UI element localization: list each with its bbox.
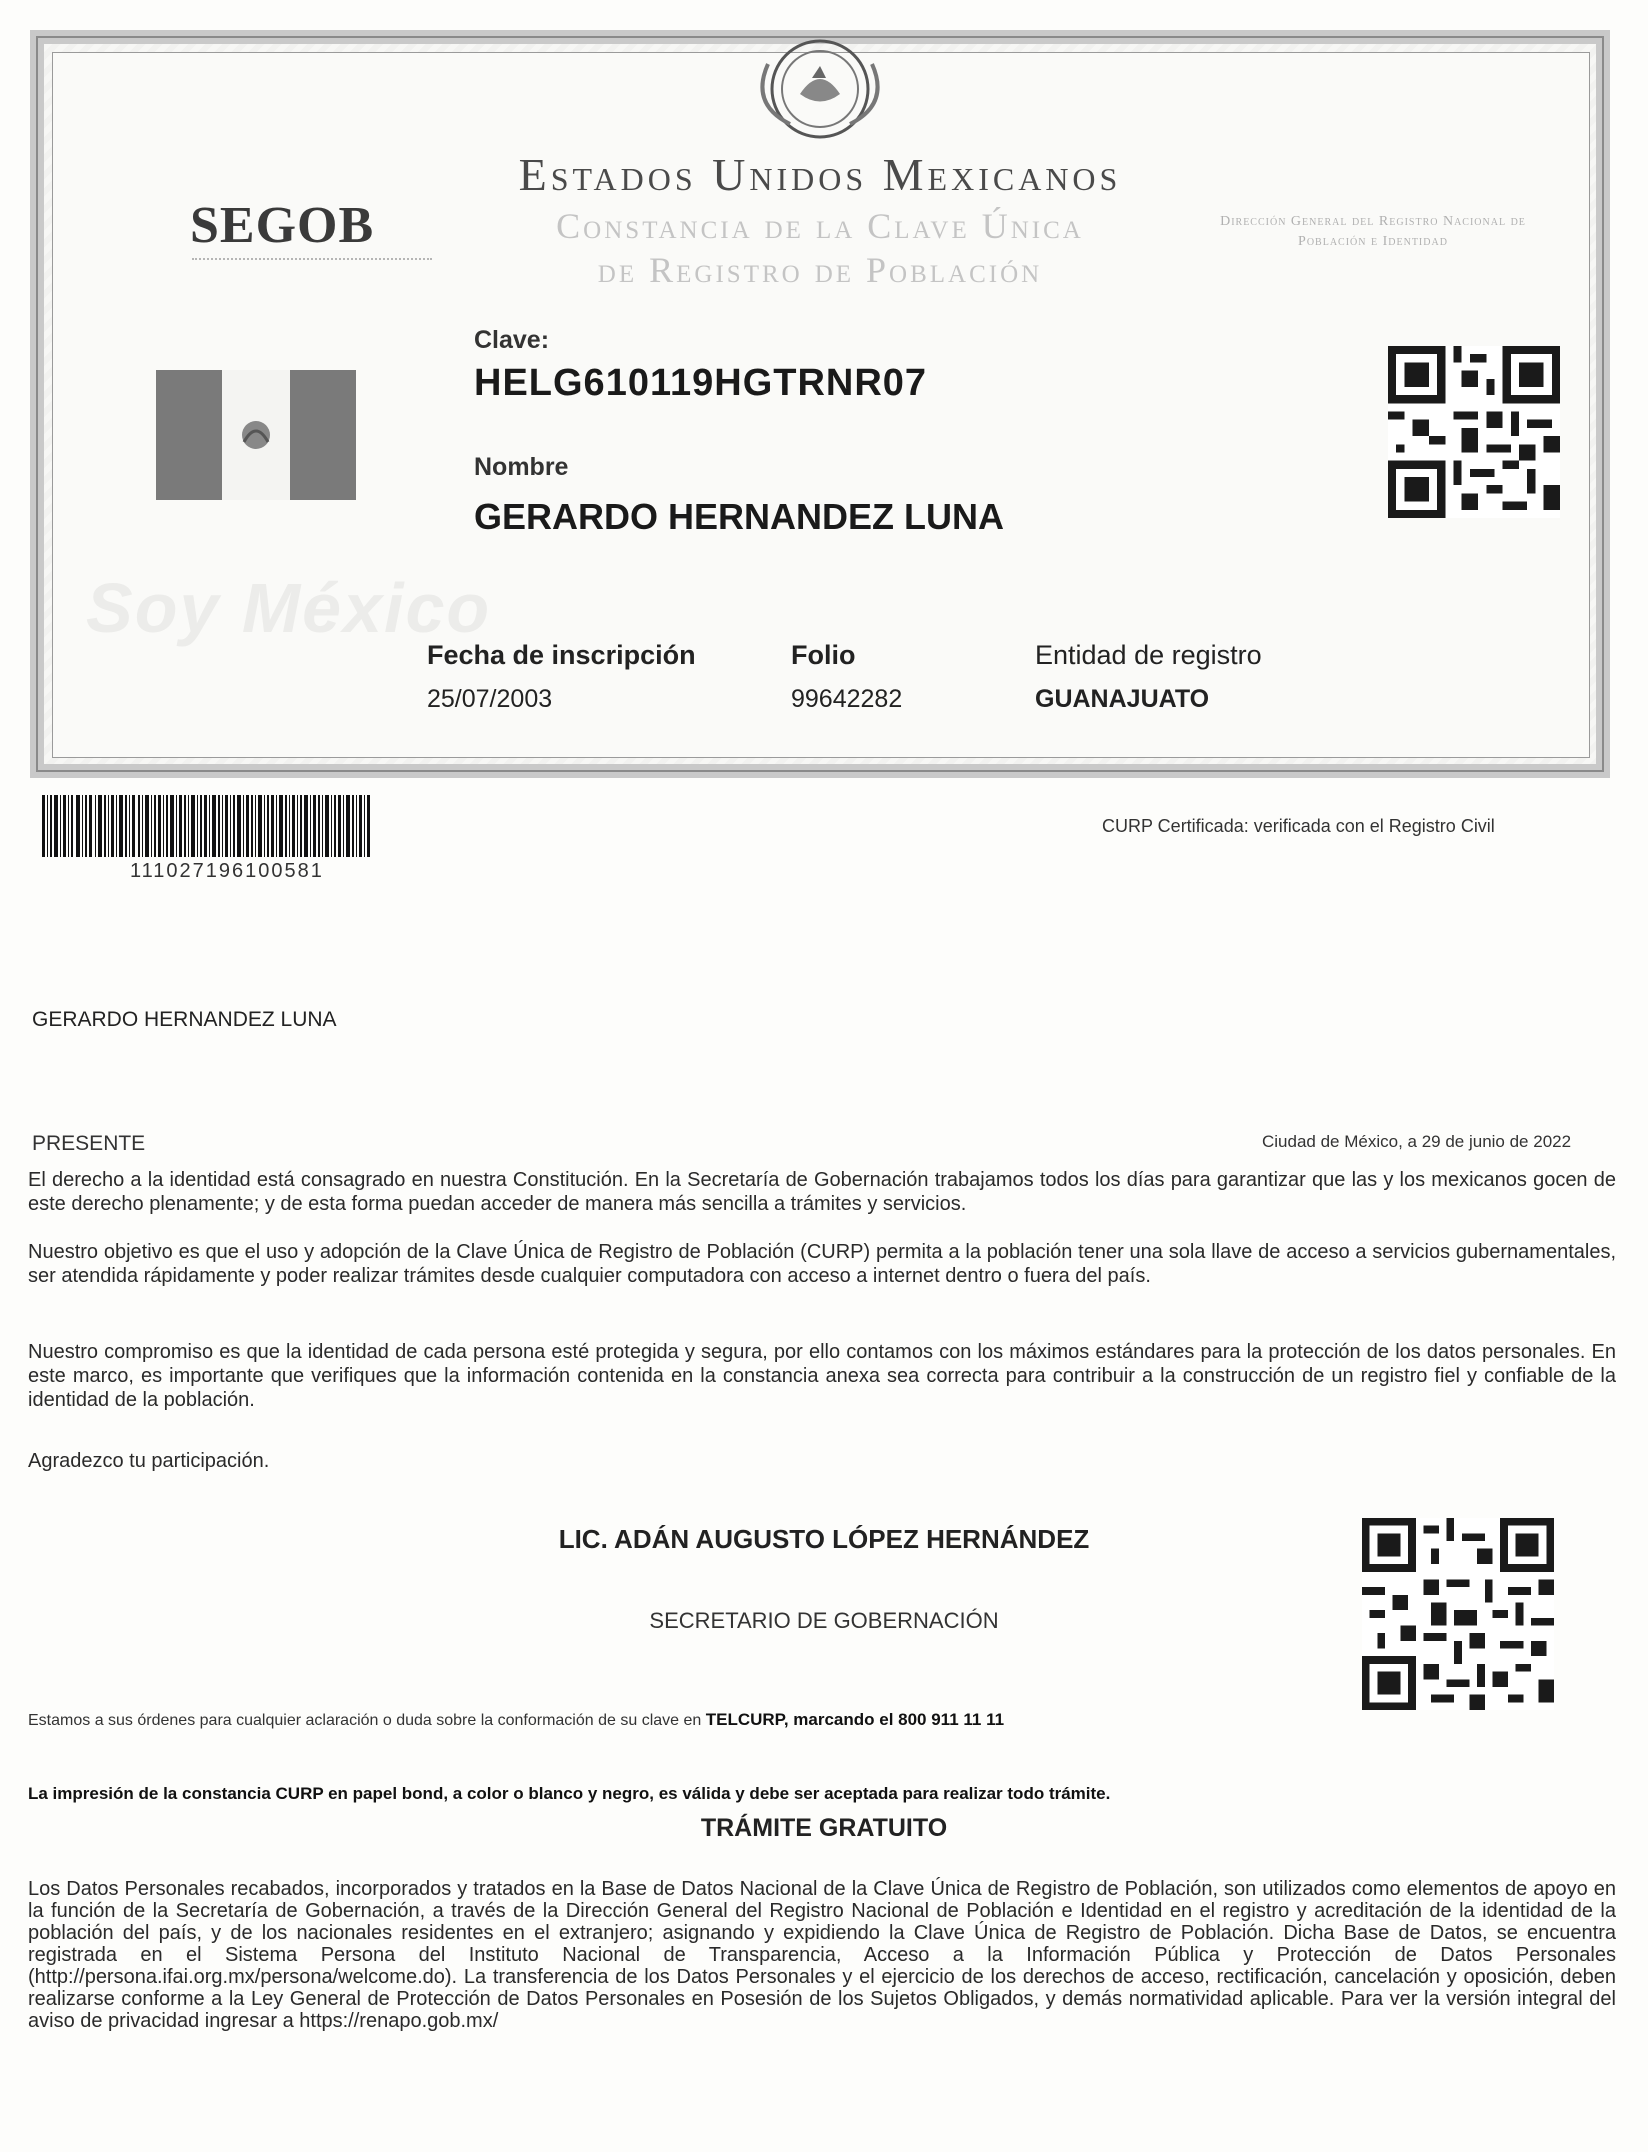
paragraph-1: El derecho a la identidad está consagrado en nuestra Constitución. En la Secretaría de Gobernación trabajamos todos los días para garantizar que las y los mexicanos gocen de este derecho plenamente; y de esta forma puedan acceder de manera más sencilla a trámites y servicios.	[28, 1169, 1616, 1215]
paragraph-2: Nuestro objetivo es que el uso y adopción de la Clave Única de Registro de Población (CURP) permita a la población tener una sola llave de acceso a servicios gubernamentales, ser atendida rápidamente y poder realizar trámites desde cualquier computadora con acceso a internet dentro o fuera del país.	[28, 1241, 1616, 1287]
folio-label: Folio	[791, 640, 856, 670]
impresion-note: La impresión de la constancia CURP en papel bond, a color o blanco y negro, es válida y debe ser aceptada para realizar todo trámite.	[28, 1784, 1111, 1803]
qr-code-icon	[1388, 346, 1560, 518]
fecha-value: 25/07/2003	[427, 685, 553, 713]
entidad-label: Entidad de registro	[1035, 640, 1262, 670]
telcurp-phone: TELCURP, marcando el 800 911 11 11	[705, 1710, 1005, 1729]
barcode-number: 111027196100581	[130, 860, 324, 882]
tramite-gratuito: TRÁMITE GRATUITO	[700, 1814, 948, 1842]
paragraph-4: Agradezco tu participación.	[28, 1450, 270, 1472]
certificada-note: CURP Certificada: verificada con el Registro Civil	[1102, 816, 1495, 836]
document-title-line1: Constancia de la Clave Única	[556, 206, 1084, 246]
segob-logo: SEGOB	[190, 197, 375, 254]
soy-mexico-watermark: Soy México	[86, 569, 492, 647]
national-emblem-icon	[760, 34, 880, 144]
segob-subline	[192, 258, 432, 268]
qr-code-signature-icon	[1362, 1518, 1554, 1710]
nombre-value: GERARDO HERNANDEZ LUNA	[474, 496, 1004, 537]
directorate-text: Dirección General del Registro Nacional de Población e Identidad	[1220, 214, 1526, 249]
country-title: Estados Unidos Mexicanos	[518, 149, 1122, 200]
curp-value: HELG610119HGTRNR07	[474, 362, 928, 404]
nombre-label: Nombre	[474, 453, 569, 481]
privacy-notice: Los Datos Personales recabados, incorporados y tratados en la Base de Datos Nacional de la Clave Única de Registro de Población, son utilizados como elementos de apoyo en la función de la Secretaría de Gobernación, a través de la Dirección General del Registro Nacional de Población e Identidad en el registro y acreditación de la identidad de la población del país, y de los nacionales residentes en el extranjero; asignando y expidiendo la Clave Única de Registro de Población. Dicha Base de Datos, se encuentra registrada en el Sistema Persona del Instituto Nacional de Transparencia, Acceso a la Información Pública y Protección de Datos Personales (http://persona.ifai.org.mx/persona/welcome.do). La transferencia de los Datos Personales y el ejercicio de los derechos de acceso, rectificación, cancelación y oposición, deben realizarse conforme a la Ley General de Protección de Datos Personales en Posesión de los Sujetos Obligados, y demás normatividad aplicable. Para ver la versión integral del aviso de privacidad ingresar a https://renapo.gob.mx/	[28, 1878, 1616, 2032]
addressee-name: GERARDO HERNANDEZ LUNA	[32, 1008, 337, 1031]
folio-value: 99642282	[791, 685, 903, 713]
paragraph-3: Nuestro compromiso es que la identidad de cada persona esté protegida y segura, por ello contamos con los máximos estándares para la protección de los datos personales. En este marco, es importante que verifiques que la información contenida en la constancia anexa sea correcta para contribuir a la construcción de un registro fiel y confiable de la identidad de la población.	[28, 1341, 1616, 1411]
entidad-value: GUANAJUATO	[1035, 685, 1210, 713]
barcode-icon	[42, 795, 372, 857]
fecha-label: Fecha de inscripción	[427, 640, 696, 670]
document-title-line2: de Registro de Población	[597, 250, 1043, 290]
signer-title: SECRETARIO DE GOBERNACIÓN	[649, 1608, 999, 1633]
presente-label: PRESENTE	[32, 1132, 146, 1155]
mexican-flag-icon	[156, 370, 356, 500]
clave-label: Clave:	[474, 326, 550, 354]
telcurp-text: Estamos a sus órdenes para cualquier aclaración o duda sobre la conformación de su clave en	[28, 1712, 706, 1729]
telcurp-note	[28, 1710, 1004, 1730]
letter-date: Ciudad de México, a 29 de junio de 2022	[1262, 1132, 1572, 1151]
signer-name: LIC. ADÁN AUGUSTO LÓPEZ HERNÁNDEZ	[558, 1524, 1090, 1554]
document-title	[420, 204, 1220, 292]
